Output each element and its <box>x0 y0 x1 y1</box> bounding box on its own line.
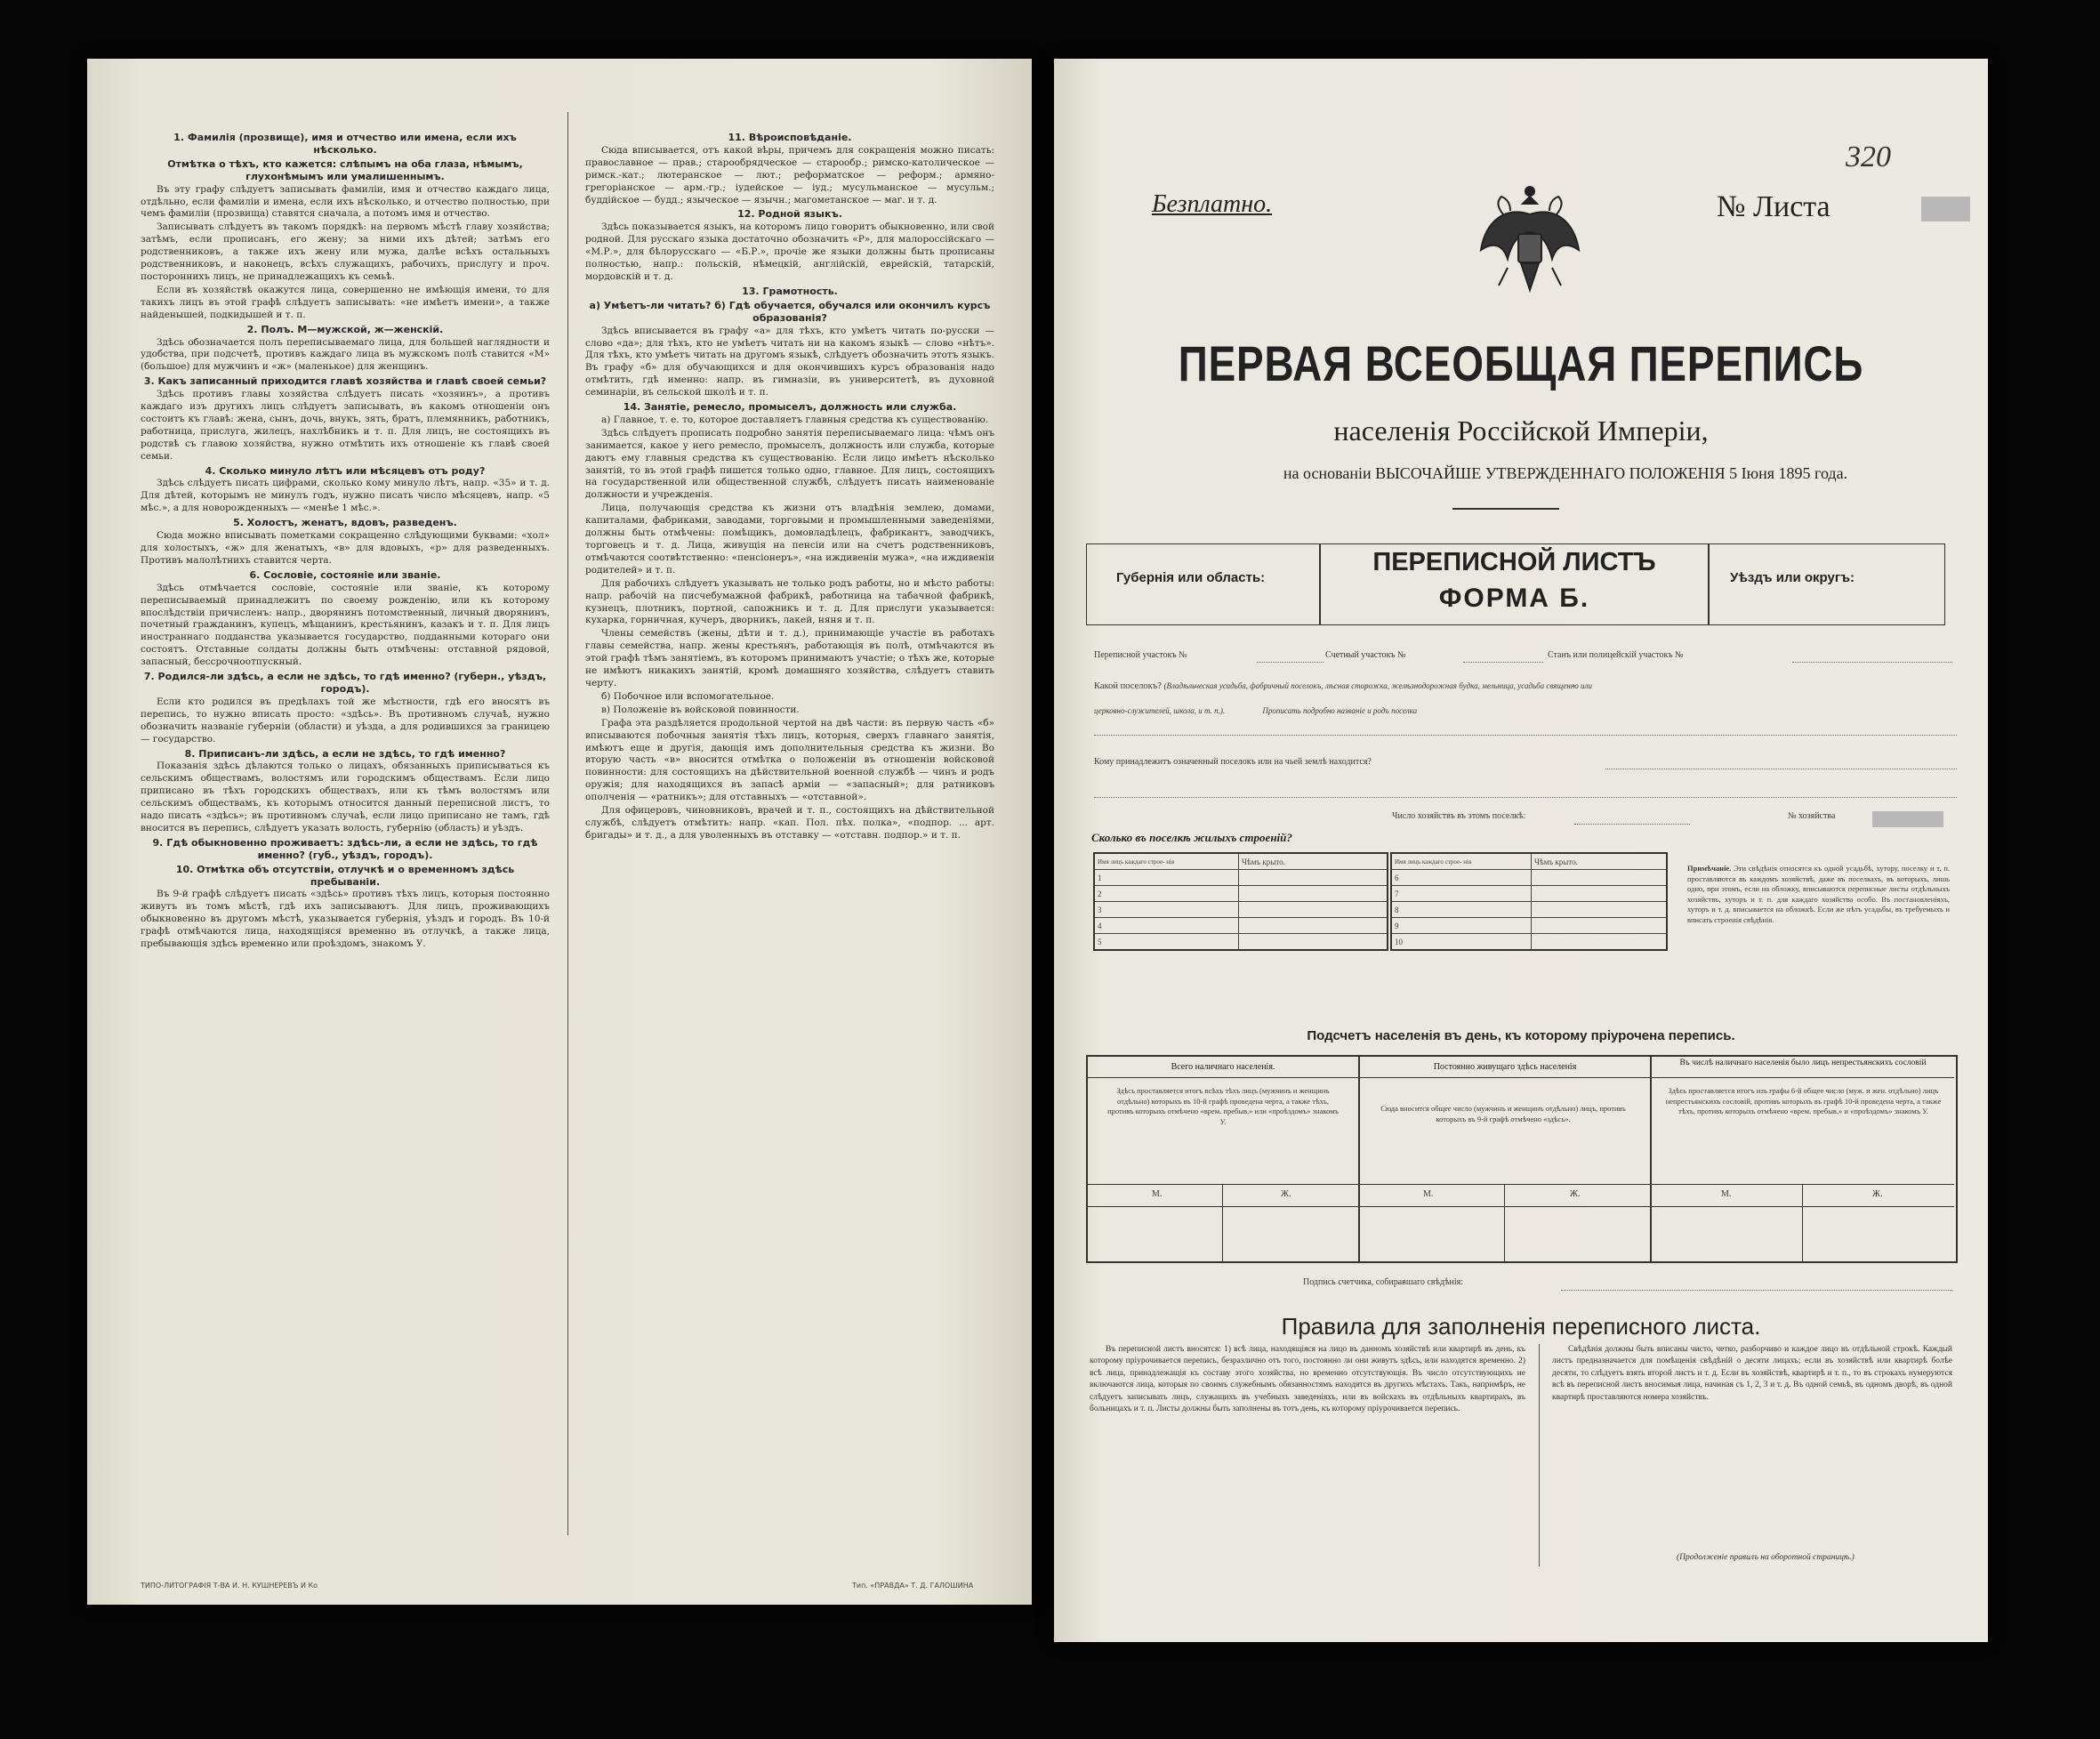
settlement-hint-1: (Владѣльческая усадьба, фабричный поселокъ, лѣсная сторожка, желѣзнодорожная будка, мельница, усадьба священно или <box>1163 681 1592 690</box>
free-label: Безплатно. <box>1152 190 1273 218</box>
subtitle: населенія Россійской Имперіи, <box>1333 415 1709 447</box>
count-desc-permanent: Сюда вносится общее число (мужчинъ и женщинъ отдѣльно) лицъ, противъ которыхъ въ 9-й графѣ отмѣчено «здѣсь». <box>1380 1104 1626 1123</box>
rules-left-text: Въ переписной листъ вносятся: 1) всѣ лица, находящіяся на лицо въ данномъ хозяйствѣ или квартирѣ въ день, къ которому пріурочивается перепись, безразлично отъ того, постоянно ли они живутъ здѣсь, или находятся временно. 2) всѣ лица, принадлежащія къ составу этого хозяйства, но временно отсутствующія. Въ число отсутствующихъ не включаются лица, которыя по своимъ служебнымъ обязанностямъ находятся въ другихъ мѣстахъ. Такъ, напримѣръ, не слѣдуетъ записывать лицъ, служащихъ въ учебныхъ заведеніяхъ, или въ войскахъ въ отдѣльныхъ квартирахъ, въ больницахъ и т. п. Листы должны быть заполнены въ тотъ день, къ которому пріурочивается перепись. <box>1090 1345 1525 1414</box>
handwritten-sheet-number: 320 <box>1846 141 1891 173</box>
double-headed-eagle-emblem <box>1468 179 1592 303</box>
bld-cell[interactable] <box>1532 918 1668 934</box>
header-divider-right <box>1708 543 1710 625</box>
count-mz-divider-2 <box>1504 1184 1505 1261</box>
counting-district-field[interactable] <box>1463 662 1543 663</box>
district-label: Уѣздъ или округъ: <box>1730 570 1855 585</box>
census-sheet-title: ПЕРЕПИСНОЙ ЛИСТЪ <box>1372 548 1656 576</box>
paragraph: Показанія здѣсь дѣлаются только о лицахъ, обязанныхъ приписываться къ сельскимъ обществамъ, волостямъ или городскимъ обществамъ. Если лицо приписано въ тѣхъ городскихъ обществахъ, или къ тѣмъ волостямъ или сельскимъ обществамъ, къ которымъ относится данный переписной листъ, то надо писать «здѣсь»; въ противномъ случаѣ, если лицо приписано не тамъ, гдѣ вносится въ перепись, слѣдуетъ указать волость, губернію (область) и уѣздъ. <box>141 761 550 833</box>
owner-field-line-2[interactable] <box>1094 797 1957 798</box>
note-text: Эти свѣдѣнія относятся къ одной усадьбѣ, хутору, поселку и т. п. проставляются въ каждомъ хозяйствѣ, даже въ поселкахъ, въ которыхъ, лишь одно, при этомъ, если на обложку, вписываются переписные листы отдѣльныхъ хозяйствъ, хуторъ и т. п. для каждаго хозяйства особо. Въ постановленіяхъ, хуторъ и т. д. вписывается на обложкѣ. Если же нѣтъ усадьбы, въ требуемыхъ и вписать строенія свѣдѣнія. <box>1687 864 1950 924</box>
buildings-note <box>1687 864 1950 926</box>
owner-label: Кому принадлежитъ означенный поселокъ или на чьей землѣ находится? <box>1094 757 1372 767</box>
left-column-1 <box>141 130 550 952</box>
rules-right-text: Свѣдѣнія должны быть вписаны чисто, четко, разборчиво и каждое лицо въ отдѣльной строкѣ. Каждый листъ предназначается для помѣщенія свѣдѣній о десяти лицахъ; если въ хозяйствѣ или квартирѣ болѣе десяти, то слѣдуетъ взять второй листъ и т. д. Если въ хозяйствѣ, квартирѣ и т. п., то въ строкахъ нумеруются всѣ въ переписной листъ вносимыя лица, начиная съ 1, 2, 3 и т. д. Въ одной семьѣ, въ одномъ дворѣ, въ одной квартирѣ проставляются номера хозяйствъ. <box>1552 1345 1952 1402</box>
bld-header-name: Имя лицъ каждаго строе- нія <box>1094 853 1239 870</box>
paragraph: Графа эта раздѣляется продольной чертой на двѣ части: въ первую часть «б» вписываются побочныя занятія тѣхъ лицъ, которыя, сверхъ главнаго занятія, имѣютъ еще и другія, дающія имъ дополнительныя средства къ жизни. Во вторую часть «в» вносится отмѣтка о положеніи въ отношеніи войсковой повинности: для состоящихъ на дѣйствительной военной службѣ — чинъ и родъ оружія; для находящихся въ запасѣ арміи — «запасный»; для ратниковъ ополченія — «ратникъ»; для отставныхъ — «отставной». <box>585 717 994 803</box>
buildings-table-right <box>1390 852 1668 951</box>
paragraph: Въ эту графу слѣдуетъ записывать фамиліи, имя и отчество каждаго лица, отдѣльно, если фамиліи и имена, если ихъ нѣсколько, и отчество полностью, при чемъ фамиліи (прозвища) ставятся сначала, а потомъ имя и отчество. <box>141 183 550 220</box>
left-footer-imprint: ТИПО-ЛИТОГРАФІЯ Т-ВА И. Н. КУШНЕРЕВЪ И Ко <box>141 1582 318 1590</box>
right-footer-imprint: Тип. «ПРАВДА» Т. Д. ГАЛОШИНА <box>852 1582 974 1590</box>
section-heading: 8. Приписанъ-ли здѣсь, а если не здѣсь, то гдѣ именно? <box>184 747 506 760</box>
bld-row: 4 <box>1094 918 1239 934</box>
bld-header-roof: Чѣмъ крыто. <box>1239 853 1388 870</box>
section-heading: 10. Отмѣтка объ отсутствіи, отлучкѣ и о временномъ здѣсь пребываніи. <box>175 863 515 888</box>
paragraph: Здѣсь вписывается въ графу «а» для тѣхъ, кто умѣетъ читать по-русски — слово «да»; для тѣхъ, кто не умѣетъ читать ни на какомъ языкѣ — слово «нѣтъ». Для тѣхъ, кто умѣетъ читать на другомъ языкѣ, слѣдуетъ обозначить этотъ языкъ. Въ графу «б» для обучающихся и для окончившихъ курсъ образованія надо отмѣтить, гдѣ именно: напр. въ гимназіи, въ университетѣ, въ духовной семинаріи, въ сельской школѣ и т. п. <box>585 325 994 399</box>
households-label: Число хозяйствъ въ этомъ поселкѣ: <box>1392 811 1526 821</box>
section-heading: 9. Гдѣ обыкновенно проживаетъ: здѣсь-ли, а если не здѣсь, то гдѣ именно? (губ., уѣздъ, городъ). <box>152 836 538 861</box>
bld-row: 6 <box>1391 870 1532 886</box>
count-mz-divider-3 <box>1802 1184 1803 1261</box>
sheet-number-redaction <box>1921 197 1970 221</box>
section-heading: 1. Фамилія (прозвище), имя и отчество или имена, если ихъ нѣсколько. <box>173 132 517 156</box>
count-mz-rule <box>1088 1206 1954 1207</box>
buildings-table-left <box>1093 852 1388 951</box>
paragraph: Здѣсь показывается языкъ, на которомъ лицо говоритъ обыкновенно, или свой родной. Для русскаго языка достаточно обозначить «Р», для малороссійскаго — «М.Р.», для бѣлорусскаго — «Б.Р.», прочіе же языки должны быть прописаны полностью, напр.: польскій, нѣмецкій, англійскій, еврейскій, татарскій, мордовскій и т. д. <box>585 221 994 282</box>
left-column-2 <box>585 130 994 843</box>
count-desc-nonpeasant: Здѣсь проставляется итогъ изъ графы 6-й общее число (муж. и жен. отдѣльно) лицъ непрестьянскихъ сословій, противъ которыхъ въ графѣ 10-й проведена черта, а также тѣхъ, противъ которыхъ отмѣчено «врем. пребыв.» и «проѣздомъ» знакомъ У. <box>1665 1086 1942 1115</box>
left-page <box>87 59 1032 1605</box>
paragraph: Записывать слѣдуетъ въ такомъ порядкѣ: на первомъ мѣстѣ главу хозяйства; затѣмъ, если прописанъ, его жену; за ними ихъ дѣтей; затѣмъ его родственниковъ, а также ихъ жену или мужа, далѣе всѣхъ остальныхъ родственниковъ, и наконецъ, всѣхъ служащихъ, рабочихъ, прислугу и проч. постороннихъ лицъ, не принадлежащихъ къ семьѣ. <box>141 221 550 282</box>
bld-row: 1 <box>1094 870 1239 886</box>
police-district-field[interactable] <box>1792 662 1952 663</box>
sheet-number-label: № Листа <box>1717 190 1830 223</box>
bld-cell[interactable] <box>1532 902 1668 918</box>
note-title: Примѣчаніе. <box>1687 864 1732 873</box>
count-z-label: Ж. <box>1570 1189 1581 1199</box>
count-title: Подсчетъ населенія въ день, къ которому пріурочена перепись. <box>1307 1028 1735 1043</box>
section-heading: а) Умѣетъ-ли читать? б) Гдѣ обучается, обучался или окончилъ курсъ образованія? <box>589 299 991 324</box>
paragraph: Если кто родился въ предѣлахъ той же мѣстности, гдѣ его вносятъ въ перепись, то нужно вписать просто: «здѣсь». Въ противномъ случаѣ, нужно обозначить названіе губерніи (области) и уѣзда, а для родившихся за границею — государство. <box>141 696 550 745</box>
title-rule <box>1452 508 1559 510</box>
section-heading: 7. Родился-ли здѣсь, а если не здѣсь, то гдѣ именно? (губерн., уѣздъ, городъ). <box>143 671 547 695</box>
bld-row: 8 <box>1391 902 1532 918</box>
column-divider <box>567 112 568 1535</box>
legal-basis: на основаніи ВЫСОЧАЙШЕ УТВЕРЖДЕННАГО ПОЛОЖЕНІЯ 5 Іюня 1895 года. <box>1283 464 1848 482</box>
count-z-label: Ж. <box>1281 1189 1291 1199</box>
paragraph: Здѣсь отмѣчается сословіе, состояніе или званіе, къ которому переписываемый принадлежитъ по своему рожденію, или къ которому впослѣдствіи причисленъ: напр., дворянинъ потомственный, личный дворянинъ, почетный гражданинъ, купецъ, мѣщанинъ, крестьянинъ, казакъ и т. п. Для лицъ иностраннаго подданства указывается государство, подданными котораго они состоятъ. Отставные солдаты должны быть отмѣчены: отставной рядовой, запасный, бессрочноотпускный. <box>141 582 550 668</box>
bld-row: 7 <box>1391 886 1532 902</box>
paragraph: Лица, получающія средства къ жизни отъ владѣнія землею, домами, капиталами, фабриками, заводами, торговыми и промышленными заведеніями, должны быть отмѣчены: помѣщикъ, домовладѣлецъ, фабрикантъ, заводчикъ, торговецъ и т. д. Лица, живущія на пенсіи или на счетъ родственниковъ, отмѣчаются соотвѣтственно: «пенсіонеръ», «на иждивеніи мужа», «на иждивеніи родителей» и т. п. <box>585 503 994 576</box>
paragraph: в) Положеніе въ войсковой повинности. <box>601 704 800 715</box>
section-heading: 13. Грамотность. <box>742 285 838 297</box>
signature-field[interactable] <box>1561 1290 1952 1291</box>
counting-district-label: Счетный участокъ № <box>1325 650 1406 660</box>
settlement-label: Какой поселокъ? <box>1094 681 1162 691</box>
paragraph: Для офицеровъ, чиновниковъ, врачей и т. п., состоящихъ на дѣйствительной службѣ, слѣдуетъ отмѣтить: напр. «кап. Пол. пѣх. полка», «подпор. ... арт. бригады» и т. д., а для уволенныхъ въ отставку — «отставн. подпор.» и т. п. <box>585 805 994 841</box>
count-m-label: М. <box>1721 1189 1732 1199</box>
count-col-total: Всего наличнаго населенія. <box>1171 1062 1275 1072</box>
main-title: ПЕРВАЯ ВСЕОБЩАЯ ПЕРЕПИСЬ <box>1178 335 1864 391</box>
count-m-label: М. <box>1423 1189 1434 1199</box>
bld-cell[interactable] <box>1239 870 1388 886</box>
bld-cell[interactable] <box>1532 934 1668 951</box>
count-col-nonpeasant: Въ числѣ наличнаго населенія было лицъ непрестьянскихъ сословій <box>1679 1059 1927 1067</box>
paragraph: а) Главное, т. е. то, которое доставляетъ главныя средства къ существованію. <box>601 414 989 425</box>
bld-row: 10 <box>1391 934 1532 951</box>
paragraph: Сюда вписывается, отъ какой вѣры, причемъ для сокращенія можно писать: православное — прав.; старообрядческое — старообр.; римско-католическое — римск.-кат.; лютеранское — лют.; реформатское — реформ.; армяно-грегоріанское — арм.-гр.; іудейское — іуд.; мусульманское — мусульм.; буддійское — будд.; языческое — язычн.; магометанское — маг. и т. д. <box>585 144 994 205</box>
count-head-rule <box>1088 1077 1954 1078</box>
right-page <box>1054 59 1988 1642</box>
rules-divider <box>1539 1344 1540 1566</box>
section-heading: 4. Сколько минуло лѣтъ или мѣсяцевъ отъ роду? <box>205 464 486 477</box>
count-m-label: М. <box>1152 1189 1163 1199</box>
census-district-label: Переписной участокъ № <box>1094 650 1187 660</box>
rules-title: Правила для заполненія переписного листа. <box>1281 1313 1761 1340</box>
paragraph: б) Побочное или вспомогательное. <box>601 690 775 702</box>
paragraph: Здѣсь слѣдуетъ прописать подробно занятія переписываемаго лица: чѣмъ онъ занимается, какое у него ремесло, промыселъ, должность или служба, которые даютъ ему главныя средства къ существованію. Если лицо имѣетъ нѣсколько занятій, то въ этой графѣ пишется только одно, главное. Для лицъ, состоящихъ на государственной или общественной службѣ, слѣдуетъ писать наименованіе должности и учрежденія. <box>585 427 994 501</box>
settlement-hint-3: Прописать подробно названіе и родъ поселка <box>1262 706 1418 715</box>
settlement-row <box>1094 681 1592 691</box>
bld-cell[interactable] <box>1239 902 1388 918</box>
section-heading: 5. Холостъ, женатъ, вдовъ, разведенъ. <box>233 517 457 529</box>
bld-row: 9 <box>1391 918 1532 934</box>
census-district-field[interactable] <box>1257 662 1324 663</box>
section-heading: 2. Полъ. М—мужской, ж—женскій. <box>246 323 444 335</box>
bld-cell[interactable] <box>1532 886 1668 902</box>
paragraph: Здѣсь обозначается полъ переписываемаго лица, для большей наглядности и удобства, при подсчетѣ, противъ каждаго лица въ мужскомъ полѣ ставится «М» (большое) для мужчинъ и «ж» (маленькое) для женщинъ. <box>141 336 550 373</box>
section-heading: 3. Какъ записанный приходится главѣ хозяйства и главѣ своей семьи? <box>143 375 547 388</box>
bld-cell[interactable] <box>1239 886 1388 902</box>
household-number-label: № хозяйства <box>1788 811 1836 821</box>
paragraph: Здѣсь слѣдуетъ писать цифрами, сколько кому минуло лѣтъ, напр. «35» и т. д. Для дѣтей, которымъ не минулъ годъ, нужно писать число мѣсяцевъ, напр. «5 мѣс.», а для новорожденныхъ — «менѣе 1 мѣс.». <box>141 478 550 514</box>
settlement-row-2 <box>1094 706 1417 715</box>
bld-row: 2 <box>1094 886 1239 902</box>
households-field[interactable] <box>1574 824 1690 825</box>
paragraph: Если въ хозяйствѣ окажутся лица, совершенно не имѣющія имени, то для такихъ лицъ въ этой графѣ слѣдуетъ записывать: «не имѣетъ имени», а также найденышей, подкидышей и т. п. <box>141 284 550 320</box>
buildings-label: Сколько въ поселкѣ жилыхъ строеній? <box>1091 831 1292 844</box>
count-col-divider-2 <box>1650 1055 1652 1261</box>
paragraph: Члены семействъ (жены, дѣти и т. д.), принимающіе участіе въ работахъ главы семейства, напр. жены крестьянъ, работающія въ полѣ, отмѣчаются въ этой графѣ тѣмъ занятіемъ, въ которомъ принимаютъ участіе; о тѣхъ же, которые не имѣютъ никакихъ занятій, кромѣ домашняго хозяйства, слѣдуетъ ставить черту. <box>585 628 994 688</box>
province-label: Губернія или область: <box>1116 570 1266 585</box>
paragraph: Здѣсь противъ главы хозяйства слѣдуетъ писать «хозяинъ», а противъ каждаго изъ другихъ лицъ слѣдуетъ записывать, въ какомъ отношеніи онъ состоитъ къ главѣ: жена, сынъ, дочь, внукъ, зять, братъ, племянникъ, работникъ, работница, прислуга, жилецъ, нахлѣбникъ и т. п. Для лицъ, не состоящихъ въ родствѣ съ главою хозяйства, нужно отмѣтить ихъ отношеніе къ главѣ своей семьи. <box>141 389 550 462</box>
settlement-hint-2: церковно-служителей, школа, и т. п.). <box>1094 706 1226 715</box>
paragraph: Для рабочихъ слѣдуетъ указывать не только родъ работы, но и мѣсто работы: напр. рабочій на писчебумажной фабрикѣ, работница на табачной фабрикѣ, кузнецъ, плотникъ, портной, сапожникъ и т. д. Для прислуги указывается: кухарка, горничная, кучеръ, дворникъ, лакей, няня и т. п. <box>585 577 994 626</box>
section-heading: 6. Сословіе, состояніе или званіе. <box>249 568 441 581</box>
settlement-field-line[interactable] <box>1094 735 1957 736</box>
count-desc-total: Здѣсь проставляется итогъ всѣхъ тѣхъ лицъ (мужчинъ и женщинъ отдѣльно) которыхъ въ 10-й графѣ проведена черта, а также тѣхъ, противъ которыхъ отмѣчено «врем. пребыв.» или «проѣздомъ» знакомъ У. <box>1107 1086 1339 1126</box>
count-col-permanent: Постоянно живущаго здѣсь населенія <box>1433 1062 1577 1072</box>
count-mz-divider-1 <box>1222 1184 1223 1261</box>
section-heading: 14. Занятіе, ремесло, промыселъ, должность или служба. <box>623 401 957 414</box>
bld-cell[interactable] <box>1239 934 1388 951</box>
paragraph: Сюда можно вписывать пометками сокращенно слѣдующими буквами: «хол» для холостыхъ, «ж» для женатыхъ, «в» для вдовыхъ, «р» для разведенныхъ. Противъ малолѣтнихъ ставится черта. <box>141 530 550 566</box>
section-heading: 12. Родной языкъ. <box>737 208 842 221</box>
rules-continued-note: (Продолженіе правилъ на оборотной страницѣ.) <box>1677 1553 1855 1562</box>
bld-row: 3 <box>1094 902 1239 918</box>
bld-cell[interactable] <box>1239 918 1388 934</box>
police-district-label: Станъ или полицейскій участокъ № <box>1548 650 1684 660</box>
signature-label: Подпись счетчика, собиравшаго свѣдѣнія: <box>1303 1277 1463 1287</box>
section-heading: Отмѣтка о тѣхъ, кто кажется: слѣпымъ на оба глаза, нѣмымъ, глухонѣмымъ или умалишеннымъ. <box>167 157 523 182</box>
bld-header-roof: Чѣмъ крыто. <box>1532 853 1668 870</box>
count-z-label: Ж. <box>1872 1189 1883 1199</box>
bld-header-name: Имя лицъ каждаго строе- нія <box>1391 853 1532 870</box>
form-label: ФОРМА Б. <box>1438 584 1590 613</box>
count-col-divider-1 <box>1358 1055 1360 1261</box>
bld-row: 5 <box>1094 934 1239 951</box>
paragraph: Въ 9-й графѣ слѣдуетъ писать «здѣсь» противъ тѣхъ лицъ, которыя постоянно живутъ въ томъ мѣстѣ, гдѣ ихъ записываютъ. Для лицъ, проживающихъ обыкновенно въ другомъ мѣстѣ, указывается губернія, уѣздъ и городъ. Въ 10-й графѣ отмѣчаются лица, находящіяся временно въ отлучкѣ, а также лица, пребывающія здѣсь временно или проѣздомъ, знакомъ У. <box>141 889 550 950</box>
household-number-redaction <box>1872 811 1943 827</box>
bld-cell[interactable] <box>1532 870 1668 886</box>
count-desc-rule <box>1088 1184 1954 1185</box>
section-heading: 11. Вѣроисповѣданіе. <box>728 132 852 143</box>
